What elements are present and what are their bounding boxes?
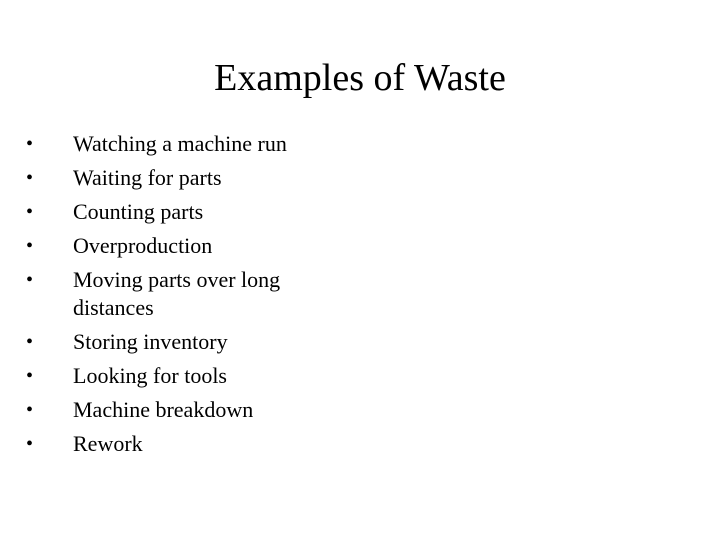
list-item-text: Machine breakdown [73,397,254,422]
list-item [26,362,326,390]
list-item-text: Watching a machine run [73,131,287,156]
bullet-icon: • [26,201,34,223]
list-item-text: Counting parts [73,199,204,224]
bullet-icon: • [26,133,34,155]
list-item [26,396,326,424]
bullet-icon: • [26,331,34,353]
list-item [26,266,326,322]
list-item-text: Looking for tools [73,363,227,388]
list-item [26,232,326,260]
list-item-text: Rework [73,431,143,456]
bullet-icon: • [26,365,34,387]
list-item-text: Overproduction [73,233,213,258]
bullet-icon: • [26,167,34,189]
bullet-icon: • [26,433,34,455]
list-item [26,328,326,356]
bullet-icon: • [26,269,34,291]
list-item [26,130,326,158]
bullet-icon: • [26,235,34,257]
bullet-icon: • [26,399,34,421]
list-item [26,164,326,192]
list-item [26,430,326,458]
list-item-text: Moving parts over long distances [73,267,281,320]
bullet-list [26,130,326,464]
list-item-text: Storing inventory [73,329,228,354]
list-item-text: Waiting for parts [73,165,222,190]
list-item [26,198,326,226]
slide-title: Examples of Waste [214,57,506,99]
